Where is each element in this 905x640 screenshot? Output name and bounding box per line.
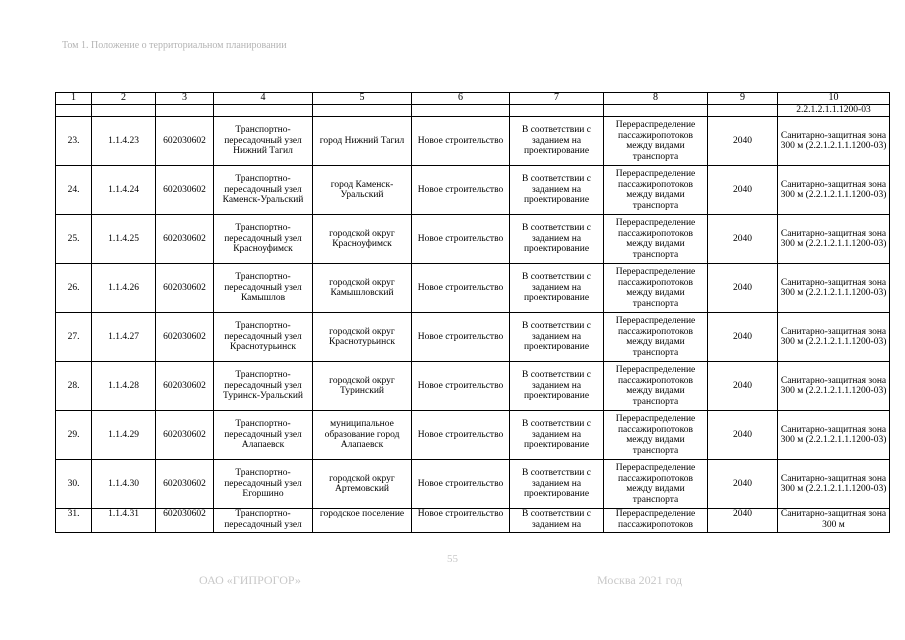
basis: В соответствии с заданием на bbox=[510, 509, 604, 533]
table-row bbox=[56, 460, 890, 509]
location: город Каменск-Уральский bbox=[313, 166, 412, 215]
table-row bbox=[56, 509, 890, 533]
construction-type: Новое строительство bbox=[412, 215, 510, 264]
column-number: 1 bbox=[56, 93, 92, 105]
row-id: 602030602 bbox=[156, 460, 214, 509]
object-name: Транспортно-пересадочный узел Егоршино bbox=[214, 460, 313, 509]
object-name: Транспортно-пересадочный узел Каменск-Уральский bbox=[214, 166, 313, 215]
object-name: Транспортно-пересадочный узел Нижний Тагил bbox=[214, 117, 313, 166]
year: 2040 bbox=[708, 509, 778, 533]
table-row bbox=[56, 264, 890, 313]
column-number: 9 bbox=[708, 93, 778, 105]
row-number: 28. bbox=[56, 362, 92, 411]
location: городской округ Камышловский bbox=[313, 264, 412, 313]
purpose: Перераспределение пассажиропотоков между видами транспорта bbox=[604, 264, 708, 313]
zone: Санитарно-защитная зона 300 м (2.2.1.2.1.1.1200-03) bbox=[778, 264, 890, 313]
row-number: 31. bbox=[56, 509, 92, 533]
row-id: 602030602 bbox=[156, 215, 214, 264]
location: городской округ Краснотурьинск bbox=[313, 313, 412, 362]
row-code: 1.1.4.23 bbox=[92, 117, 156, 166]
basis: В соответствии с заданием на проектирование bbox=[510, 362, 604, 411]
row-id: 602030602 bbox=[156, 362, 214, 411]
row-code: 1.1.4.30 bbox=[92, 460, 156, 509]
purpose: Перераспределение пассажиропотоков между видами транспорта bbox=[604, 215, 708, 264]
year: 2040 bbox=[708, 117, 778, 166]
row-id: 602030602 bbox=[156, 166, 214, 215]
row-number: 24. bbox=[56, 166, 92, 215]
row-id: 602030602 bbox=[156, 117, 214, 166]
year: 2040 bbox=[708, 313, 778, 362]
column-number: 5 bbox=[313, 93, 412, 105]
purpose: Перераспределение пассажиропотоков между видами транспорта bbox=[604, 117, 708, 166]
location: городской округ Артемовский bbox=[313, 460, 412, 509]
page-number: 55 bbox=[447, 553, 458, 565]
construction-type: Новое строительство bbox=[412, 460, 510, 509]
construction-type: Новое строительство bbox=[412, 411, 510, 460]
construction-type: Новое строительство bbox=[412, 117, 510, 166]
zone: Санитарно-защитная зона 300 м (2.2.1.2.1.1.1200-03) bbox=[778, 313, 890, 362]
construction-type: Новое строительство bbox=[412, 313, 510, 362]
zone: Санитарно-защитная зона 300 м (2.2.1.2.1.1.1200-03) bbox=[778, 362, 890, 411]
basis: В соответствии с заданием на проектирование bbox=[510, 166, 604, 215]
row-number: 30. bbox=[56, 460, 92, 509]
basis: В соответствии с заданием на проектирование bbox=[510, 411, 604, 460]
row-number: 27. bbox=[56, 313, 92, 362]
year: 2040 bbox=[708, 362, 778, 411]
column-number: 4 bbox=[214, 93, 313, 105]
purpose: Перераспределение пассажиропотоков между видами транспорта bbox=[604, 362, 708, 411]
location: городской округ Туринский bbox=[313, 362, 412, 411]
year: 2040 bbox=[708, 166, 778, 215]
row-id: 602030602 bbox=[156, 509, 214, 533]
row-id: 602030602 bbox=[156, 313, 214, 362]
object-name: Транспортно-пересадочный узел Туринск-Уральский bbox=[214, 362, 313, 411]
location: городской округ Красноуфимск bbox=[313, 215, 412, 264]
basis: В соответствии с заданием на проектирование bbox=[510, 117, 604, 166]
row-code: 1.1.4.26 bbox=[92, 264, 156, 313]
column-number: 3 bbox=[156, 93, 214, 105]
row-number: 26. bbox=[56, 264, 92, 313]
row-code: 1.1.4.24 bbox=[92, 166, 156, 215]
purpose: Перераспределение пассажиропотоков между видами транспорта bbox=[604, 411, 708, 460]
row-id: 602030602 bbox=[156, 411, 214, 460]
purpose: Перераспределение пассажиропотоков bbox=[604, 509, 708, 533]
row-code: 1.1.4.25 bbox=[92, 215, 156, 264]
object-name: Транспортно-пересадочный узел Камышлов bbox=[214, 264, 313, 313]
table-row bbox=[56, 411, 890, 460]
table-row bbox=[56, 117, 890, 166]
column-number: 7 bbox=[510, 93, 604, 105]
object-name: Транспортно-пересадочный узел bbox=[214, 509, 313, 533]
column-number: 10 bbox=[778, 93, 890, 105]
row-number: 25. bbox=[56, 215, 92, 264]
basis: В соответствии с заданием на проектирование bbox=[510, 215, 604, 264]
table-row bbox=[56, 215, 890, 264]
page-header: Том 1. Положение о территориальном планировании bbox=[62, 40, 287, 51]
purpose: Перераспределение пассажиропотоков между видами транспорта bbox=[604, 460, 708, 509]
row-code: 1.1.4.31 bbox=[92, 509, 156, 533]
location: городское поселение bbox=[313, 509, 412, 533]
row-number: 29. bbox=[56, 411, 92, 460]
zone: Санитарно-защитная зона 300 м (2.2.1.2.1.1.1200-03) bbox=[778, 117, 890, 166]
table-row bbox=[56, 362, 890, 411]
object-name: Транспортно-пересадочный узел Красноуфимск bbox=[214, 215, 313, 264]
basis: В соответствии с заданием на проектирование bbox=[510, 313, 604, 362]
continuation-row bbox=[56, 105, 890, 117]
zone: Санитарно-защитная зона 300 м (2.2.1.2.1.1.1200-03) bbox=[778, 460, 890, 509]
data-table bbox=[55, 92, 890, 533]
basis: В соответствии с заданием на проектирование bbox=[510, 264, 604, 313]
row-id: 602030602 bbox=[156, 264, 214, 313]
column-number: 2 bbox=[92, 93, 156, 105]
object-name: Транспортно-пересадочный узел Краснотурьинск bbox=[214, 313, 313, 362]
year: 2040 bbox=[708, 460, 778, 509]
column-number: 8 bbox=[604, 93, 708, 105]
city-year: Москва 2021 год bbox=[597, 573, 683, 587]
continuation-zone: 2.2.1.2.1.1.1200-03 bbox=[778, 105, 890, 117]
year: 2040 bbox=[708, 411, 778, 460]
row-number: 23. bbox=[56, 117, 92, 166]
location: муниципальное образование город Алапаевск bbox=[313, 411, 412, 460]
zone: Санитарно-защитная зона 300 м bbox=[778, 509, 890, 533]
zone: Санитарно-защитная зона 300 м (2.2.1.2.1.1.1200-03) bbox=[778, 411, 890, 460]
column-numbers-row bbox=[56, 93, 890, 105]
zone: Санитарно-защитная зона 300 м (2.2.1.2.1.1.1200-03) bbox=[778, 166, 890, 215]
construction-type: Новое строительство bbox=[412, 264, 510, 313]
row-code: 1.1.4.29 bbox=[92, 411, 156, 460]
construction-type: Новое строительство bbox=[412, 509, 510, 533]
construction-type: Новое строительство bbox=[412, 166, 510, 215]
construction-type: Новое строительство bbox=[412, 362, 510, 411]
purpose: Перераспределение пассажиропотоков между видами транспорта bbox=[604, 313, 708, 362]
organization-name: ОАО «ГИПРОГОР» bbox=[199, 573, 301, 587]
row-code: 1.1.4.28 bbox=[92, 362, 156, 411]
table-row bbox=[56, 313, 890, 362]
object-name: Транспортно-пересадочный узел Алапаевск bbox=[214, 411, 313, 460]
row-code: 1.1.4.27 bbox=[92, 313, 156, 362]
zone: Санитарно-защитная зона 300 м (2.2.1.2.1.1.1200-03) bbox=[778, 215, 890, 264]
year: 2040 bbox=[708, 215, 778, 264]
column-number: 6 bbox=[412, 93, 510, 105]
year: 2040 bbox=[708, 264, 778, 313]
table-row bbox=[56, 166, 890, 215]
location: город Нижний Тагил bbox=[313, 117, 412, 166]
purpose: Перераспределение пассажиропотоков между видами транспорта bbox=[604, 166, 708, 215]
basis: В соответствии с заданием на проектирование bbox=[510, 460, 604, 509]
